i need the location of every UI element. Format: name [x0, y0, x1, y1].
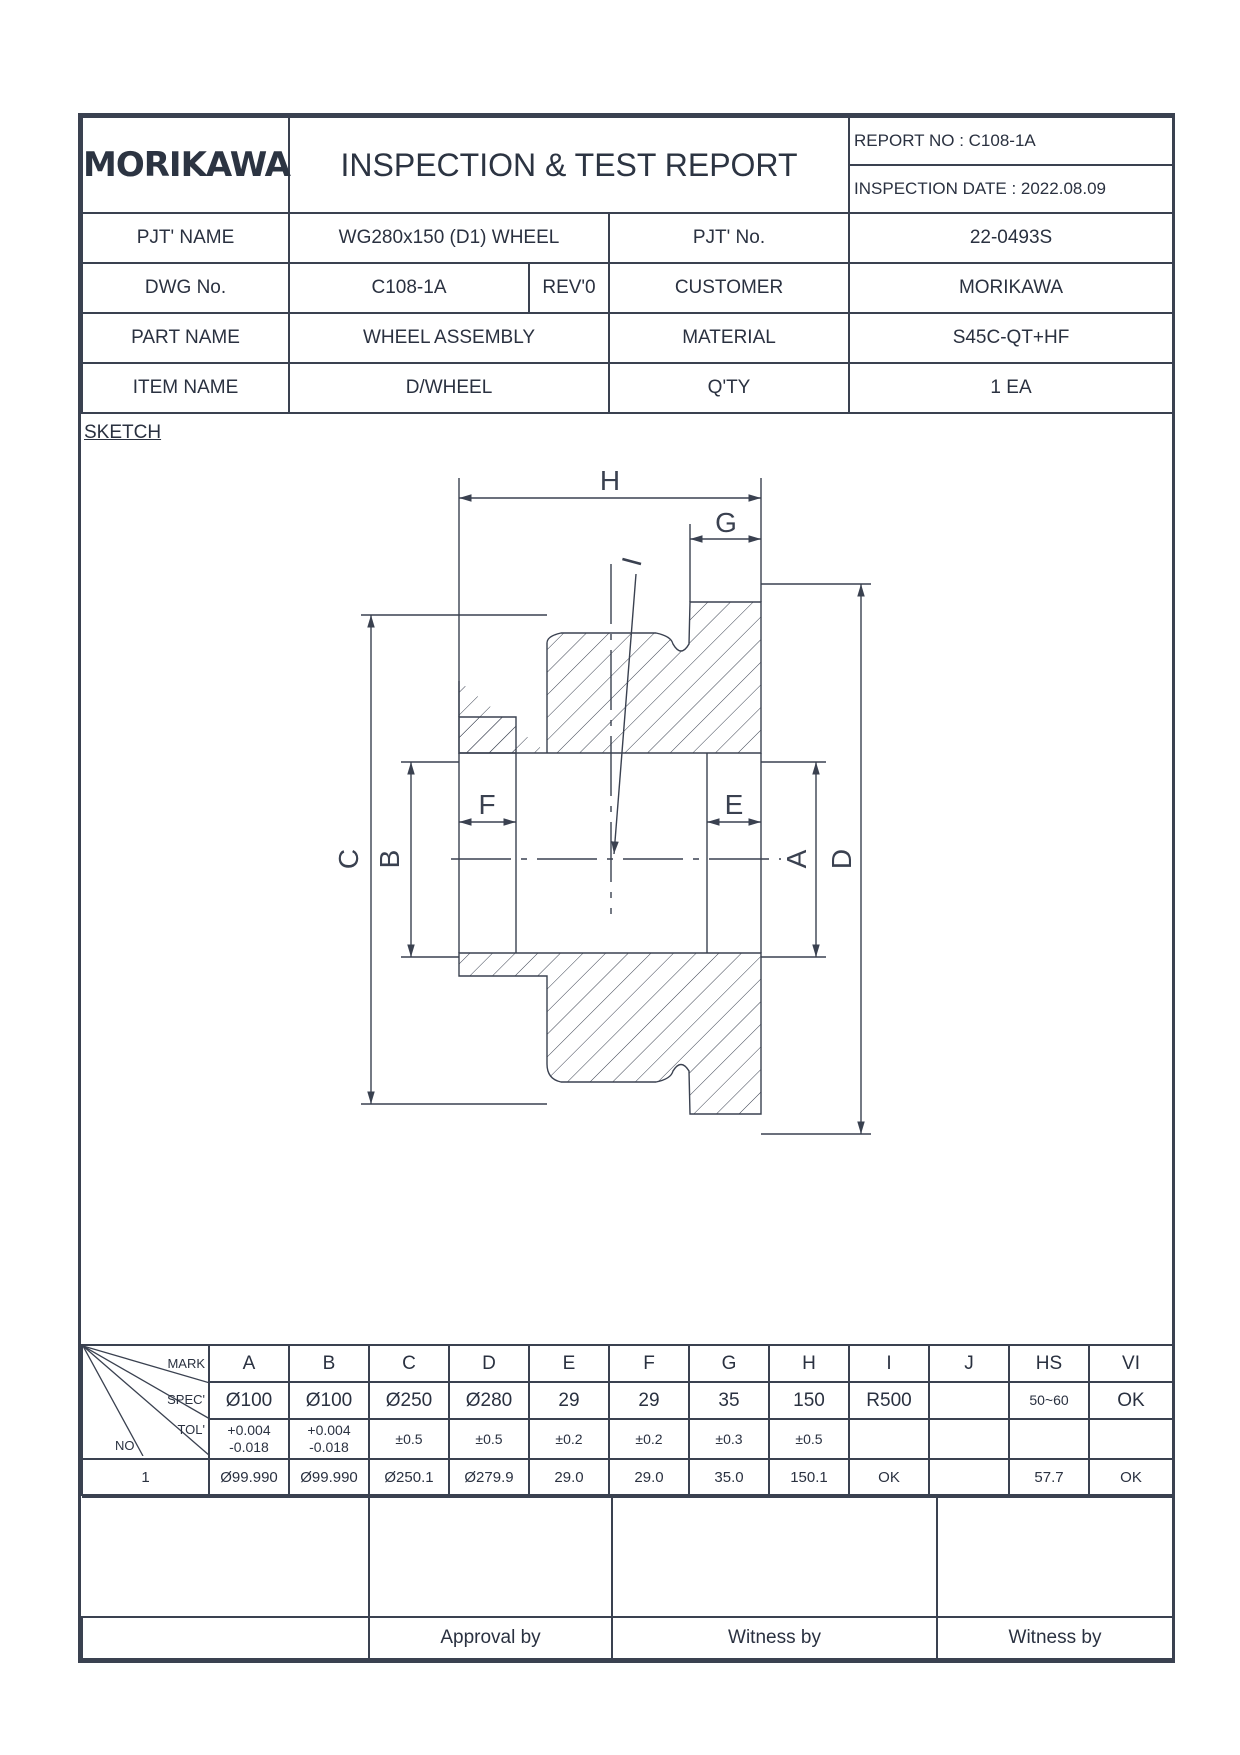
- row-value: Ø279.9: [449, 1459, 529, 1495]
- tol-cell: ±0.5: [769, 1419, 849, 1459]
- spec-cell: 50~60: [1009, 1382, 1089, 1419]
- table-row: [82, 1459, 1173, 1495]
- tol-cell: ±0.2: [609, 1419, 689, 1459]
- qty-label: Q'TY: [609, 363, 849, 413]
- material-label: MATERIAL: [609, 313, 849, 363]
- spec-cell: Ø100: [209, 1382, 289, 1419]
- tol-cell: ±0.5: [449, 1419, 529, 1459]
- signature-blank-label: [82, 1617, 369, 1659]
- row-value: 29.0: [609, 1459, 689, 1495]
- mark-cell: G: [689, 1345, 769, 1382]
- tol-cell: ±0.3: [689, 1419, 769, 1459]
- witness-label-1: Witness by: [612, 1617, 937, 1659]
- report-no: REPORT NO : C108-1A: [849, 117, 1173, 165]
- spec-cell: Ø100: [289, 1382, 369, 1419]
- wheel-cross-section-drawing: [81, 414, 1172, 1344]
- approval-label: Approval by: [369, 1617, 612, 1659]
- tol-cell: +0.004 -0.018: [209, 1419, 289, 1459]
- spec-cell: 35: [689, 1382, 769, 1419]
- report-title: INSPECTION & TEST REPORT: [289, 117, 849, 213]
- spec-cell: Ø250: [369, 1382, 449, 1419]
- lower-section: [459, 953, 761, 1114]
- inspection-date: INSPECTION DATE : 2022.08.09: [849, 165, 1173, 213]
- spec-cell: R500: [849, 1382, 929, 1419]
- mark-f: F: [478, 789, 496, 820]
- mark-d: D: [826, 848, 857, 870]
- mark-h: H: [599, 465, 621, 496]
- witness-label-2: Witness by: [937, 1617, 1173, 1659]
- sketch-area: [81, 414, 1172, 1344]
- row-value: Ø250.1: [369, 1459, 449, 1495]
- row-value: 150.1: [769, 1459, 849, 1495]
- approval-signature-box: [369, 1497, 612, 1617]
- rev-value: REV'0: [529, 263, 609, 313]
- part-name-label: PART NAME: [82, 313, 289, 363]
- mark-cell: HS: [1009, 1345, 1089, 1382]
- tol-cell: [1089, 1419, 1173, 1459]
- tol-cell: ±0.2: [529, 1419, 609, 1459]
- mark-cell: E: [529, 1345, 609, 1382]
- spec-cell: Ø280: [449, 1382, 529, 1419]
- item-name-label: ITEM NAME: [82, 363, 289, 413]
- row-value: OK: [1089, 1459, 1173, 1495]
- mark-cell: VI: [1089, 1345, 1173, 1382]
- material-value: S45C-QT+HF: [849, 313, 1173, 363]
- pjt-name-label: PJT' NAME: [82, 213, 289, 263]
- row-value: 57.7: [1009, 1459, 1089, 1495]
- spec-cell: 29: [609, 1382, 689, 1419]
- spec-cell: 150: [769, 1382, 849, 1419]
- spec-cell: 29: [529, 1382, 609, 1419]
- report-frame: [78, 113, 1175, 1663]
- mark-cell: B: [289, 1345, 369, 1382]
- signature-blank: [82, 1497, 369, 1617]
- spec-cell: OK: [1089, 1382, 1173, 1419]
- mark-cell: H: [769, 1345, 849, 1382]
- qty-value: 1 EA: [849, 363, 1173, 413]
- inspection-table: [81, 1344, 1174, 1496]
- mark-c: C: [333, 848, 364, 870]
- mark-e: E: [724, 789, 744, 820]
- customer-label: CUSTOMER: [609, 263, 849, 313]
- mark-cell: D: [449, 1345, 529, 1382]
- row-value: Ø99.990: [209, 1459, 289, 1495]
- tol-cell: [1009, 1419, 1089, 1459]
- row-value: Ø99.990: [289, 1459, 369, 1495]
- customer-value: MORIKAWA: [849, 263, 1173, 313]
- mark-cell: C: [369, 1345, 449, 1382]
- witness-signature-box-2: [937, 1497, 1173, 1617]
- tol-cell: ±0.5: [369, 1419, 449, 1459]
- tol-cell: [929, 1419, 1009, 1459]
- signature-table: [81, 1496, 1174, 1660]
- mark-g: G: [715, 507, 737, 538]
- company-logo: MORIKAWA: [82, 117, 289, 213]
- mark-i: I: [615, 553, 648, 570]
- table-corner-header: [82, 1345, 209, 1459]
- corner-mark-label: MARK: [167, 1356, 205, 1371]
- row-value: OK: [849, 1459, 929, 1495]
- mark-cell: I: [849, 1345, 929, 1382]
- spec-cell: [929, 1382, 1009, 1419]
- row-no: 1: [82, 1459, 209, 1495]
- tol-cell: +0.004 -0.018: [289, 1419, 369, 1459]
- corner-tol-label: TOL': [177, 1422, 205, 1437]
- pjt-no-label: PJT' No.: [609, 213, 849, 263]
- witness-signature-box-1: [612, 1497, 937, 1617]
- part-name-value: WHEEL ASSEMBLY: [289, 313, 609, 363]
- mark-cell: A: [209, 1345, 289, 1382]
- row-value: 29.0: [529, 1459, 609, 1495]
- header-table: [81, 116, 1174, 414]
- corner-no-label: NO: [115, 1438, 135, 1453]
- item-name-value: D/WHEEL: [289, 363, 609, 413]
- mark-cell: J: [929, 1345, 1009, 1382]
- row-value: [929, 1459, 1009, 1495]
- pjt-no-value: 22-0493S: [849, 213, 1173, 263]
- row-value: 35.0: [689, 1459, 769, 1495]
- dwg-no-value: C108-1A: [289, 263, 529, 313]
- mark-a: A: [781, 849, 812, 869]
- sketch-label: SKETCH: [84, 422, 162, 443]
- dwg-no-label: DWG No.: [82, 263, 289, 313]
- tol-cell: [849, 1419, 929, 1459]
- corner-spec-label: SPEC': [167, 1392, 205, 1407]
- pjt-name-value: WG280x150 (D1) WHEEL: [289, 213, 609, 263]
- mark-cell: F: [609, 1345, 689, 1382]
- upper-hub: [459, 717, 516, 753]
- mark-b: B: [374, 849, 405, 869]
